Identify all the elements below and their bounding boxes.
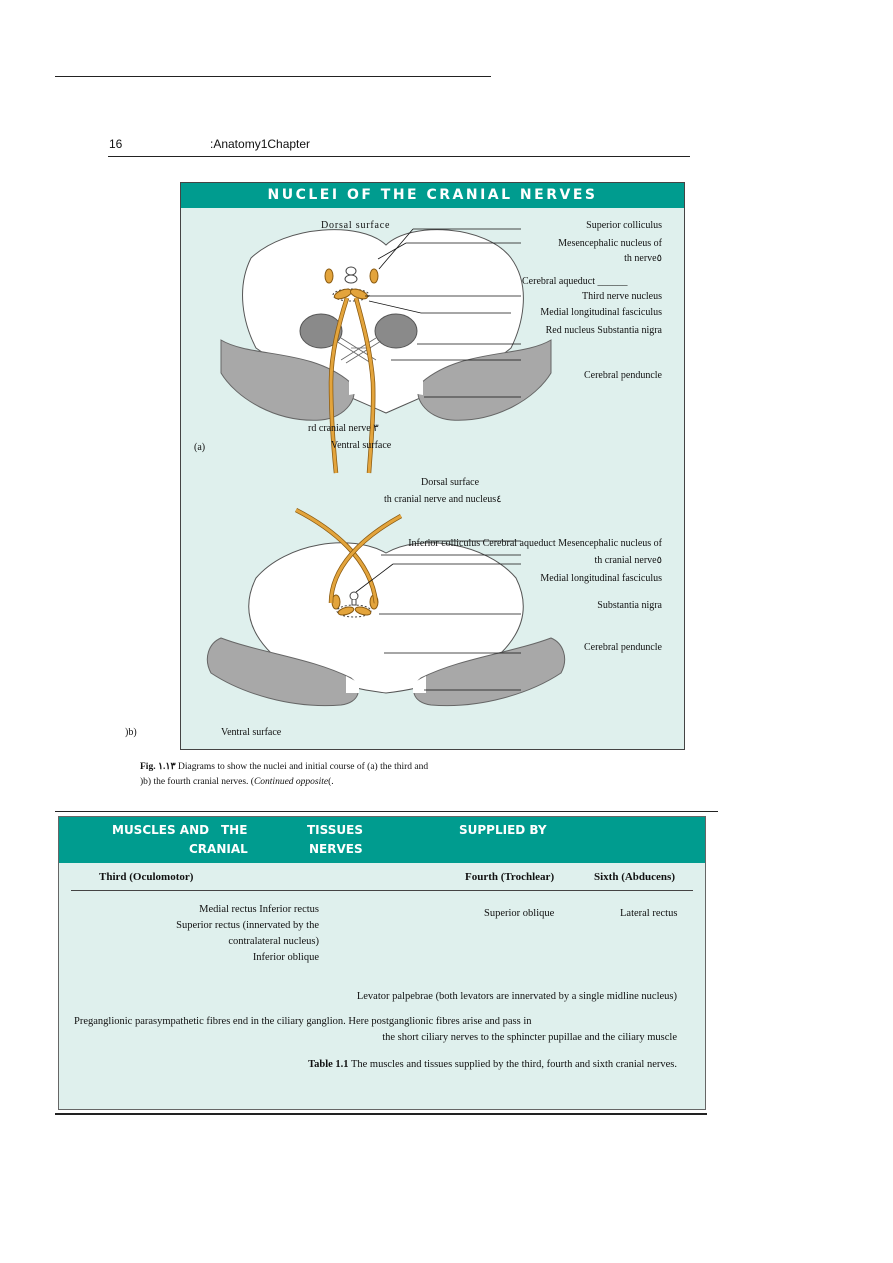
a-third-cranial-nerve: rd cranial nerve ٣ bbox=[308, 423, 379, 434]
third-muscles-line4: Inferior oblique bbox=[252, 952, 319, 963]
figure-title: NUCLEI OF THE CRANIAL NERVES bbox=[181, 183, 684, 208]
table-header-muscles-and: MUSCLES AND bbox=[112, 823, 210, 837]
levator-row: Levator palpebrae (both levators are innervated by a single midline nucleus) bbox=[356, 991, 677, 1002]
table-caption bbox=[308, 1057, 677, 1072]
a-label-medial-longitudinal-fasciculus: Medial longitudinal fasciculus bbox=[540, 307, 662, 318]
table-caption-label: Table 1.1 bbox=[308, 1059, 349, 1070]
a-label-third-nerve-nucleus: Third nerve nucleus bbox=[582, 291, 662, 302]
column-header-sixth: Sixth (Abducens) bbox=[594, 871, 675, 883]
b-ventral-surface: Ventral surface bbox=[221, 727, 282, 738]
a-label-cerebral-aqueduct: Cerebral aqueduct ______ bbox=[522, 276, 628, 287]
a-label-mesencephalic-nucleus: Mesencephalic nucleus of bbox=[558, 238, 662, 249]
table-header-tissues: TISSUES bbox=[307, 823, 363, 837]
column-header-third: Third (Oculomotor) bbox=[99, 871, 194, 883]
figure-caption-text2: )b) the fourth cranial nerves. ( bbox=[140, 777, 254, 787]
third-muscles-line1: Medial rectus Inferior rectus bbox=[199, 904, 319, 915]
b-dorsal-surface: Dorsal surface bbox=[421, 477, 480, 488]
b-panel-label: )b) bbox=[125, 727, 137, 738]
table-header-the: THE bbox=[221, 823, 248, 837]
bottom-rule bbox=[55, 1113, 707, 1115]
header-rule bbox=[108, 156, 690, 157]
figure-caption-end: (. bbox=[328, 777, 334, 787]
third-muscles-line2: Superior rectus (innervated by the bbox=[176, 920, 319, 931]
a-label-fifth-nerve: th nerve٥ bbox=[624, 253, 662, 264]
b-label-substantia-nigra: Substantia nigra bbox=[597, 600, 662, 611]
column-header-rule bbox=[71, 890, 693, 891]
midbrain-section-a bbox=[221, 229, 551, 473]
a-label-superior-colliculus: Superior colliculus bbox=[586, 220, 662, 231]
a-panel-label: (a) bbox=[194, 442, 206, 453]
table-caption-text: The muscles and tissues supplied by the third, fourth and sixth cranial nerves. bbox=[348, 1059, 677, 1070]
preganglionic-line2: the short ciliary nerves to the sphincter pupillae and the ciliary muscle bbox=[382, 1032, 677, 1043]
a-ventral-surface: Ventral surface bbox=[331, 440, 392, 451]
sixth-muscle: Lateral rectus bbox=[620, 908, 678, 919]
figure-caption-italic: Continued opposite bbox=[253, 777, 329, 787]
figure-number: Fig. ١.١٣ bbox=[140, 762, 176, 772]
page-number: 16 bbox=[109, 137, 123, 151]
table-header-nerves: NERVES bbox=[309, 842, 363, 856]
top-rule bbox=[55, 76, 491, 77]
b-label-inferior-colliculus-row: Inferior colliculus Cerebral aqueduct Mesencephalic nucleus of bbox=[408, 538, 662, 549]
table-header-bar bbox=[59, 817, 705, 863]
b-label-cerebral-penduncle: Cerebral penduncle bbox=[583, 642, 662, 653]
a-label-red-nucleus-substantia-nigra: Red nucleus Substantia nigra bbox=[545, 325, 662, 336]
b-label-medial-longitudinal-fasciculus: Medial longitudinal fasciculus bbox=[540, 573, 662, 584]
figure-caption-line2 bbox=[140, 777, 334, 787]
table-top-rule bbox=[55, 811, 718, 812]
table-header-supplied-by: SUPPLIED BY bbox=[459, 823, 547, 837]
preganglionic-line1: Preganglionic parasympathetic fibres end in the ciliary ganglion. Here postganglionic fibres arise and pass in bbox=[74, 1016, 532, 1027]
figure-caption-text1: Diagrams to show the nuclei and initial course of (a) the third and bbox=[178, 762, 429, 772]
third-muscles-line3: contralateral nucleus) bbox=[228, 936, 319, 947]
b-fourth-nerve-nucleus: th cranial nerve and nucleus٤ bbox=[384, 494, 502, 505]
b-label-fifth-cranial-nerve: th cranial nerve٥ bbox=[594, 555, 662, 566]
table-header-cranial: CRANIAL bbox=[189, 842, 248, 856]
a-dorsal-surface: Dorsal surface bbox=[321, 220, 391, 231]
column-header-fourth: Fourth (Trochlear) bbox=[465, 871, 555, 883]
figure-caption-line1 bbox=[140, 761, 428, 772]
figure-panel bbox=[180, 182, 685, 750]
a-label-cerebral-penduncle: Cerebral penduncle bbox=[583, 370, 662, 381]
muscles-table bbox=[58, 816, 706, 1110]
fourth-muscle: Superior oblique bbox=[484, 908, 555, 919]
cranial-nerve-diagrams bbox=[181, 183, 686, 751]
chapter-title: :Anatomy1Chapter bbox=[210, 137, 311, 151]
